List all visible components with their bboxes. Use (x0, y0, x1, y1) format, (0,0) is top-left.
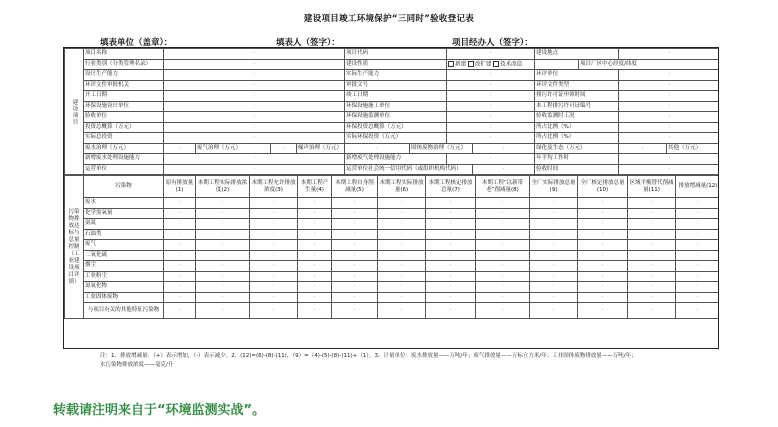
table-row (65, 49, 720, 60)
pollutant-value: · (476, 261, 530, 272)
field-value: · (447, 49, 535, 60)
field-label: 环保设施设计单位 (84, 101, 164, 112)
pollutant-value: · (164, 282, 196, 293)
pollutant-value: · (628, 271, 676, 282)
pollutant-name: 废水 (84, 198, 164, 209)
pollutant-value: · (676, 303, 720, 319)
repost-notice: 转载请注明来自于“环境监测实战”。 (53, 403, 266, 418)
pollutant-value: · (578, 208, 628, 219)
pollutant-value: · (250, 261, 298, 272)
pollutant-value: · (530, 271, 578, 282)
pollutant-value: · (676, 282, 720, 293)
pollutant-value: · (530, 261, 578, 272)
pollutant-value: · (298, 271, 332, 282)
field-label: 新增废气处理设施能力 (345, 154, 447, 165)
pollutant-value: · (676, 292, 720, 303)
field-label: 项目代码 (345, 49, 447, 60)
pollutant-name: 氮氧化物 (84, 282, 164, 293)
pollutant-value: · (298, 229, 332, 240)
column-header: 排放增减量(12) (676, 176, 720, 198)
pollutant-name: 工业粉尘 (84, 271, 164, 282)
pollutant-name: 氨氮 (84, 219, 164, 230)
pollutant-value: · (332, 198, 378, 209)
pollutant-value: · (530, 240, 578, 251)
pollutant-value: · (298, 292, 332, 303)
field-label: 验收单位 (84, 112, 164, 123)
pollutant-value: · (164, 240, 196, 251)
pollutant-value: · (676, 208, 720, 219)
pollutant-value: · (530, 208, 578, 219)
field-label: 设计生产能力 (84, 70, 164, 81)
field-value: · (619, 133, 719, 144)
pollutant-value: · (476, 250, 530, 261)
table-row (65, 143, 720, 154)
field-label: 竣工日期 (345, 91, 447, 102)
field-label: 实际生产能力 (345, 70, 447, 81)
column-header: 本期工程“以新带老”削减量(8) (476, 176, 530, 198)
form-title: 建设项目竣工环境保护“三同时”验收登记表 (303, 14, 475, 24)
field-value: · (619, 70, 719, 81)
pollutant-value: · (378, 240, 426, 251)
field-label: 噪声治理（万元） (297, 143, 345, 154)
table-row (65, 198, 720, 209)
pollutant-value: · (676, 271, 720, 282)
pollutant-value: · (164, 198, 196, 209)
pollutant-value: · (298, 303, 332, 319)
pollutant-value: · (332, 282, 378, 293)
pollutant-value: · (378, 292, 426, 303)
construction-nature-options (447, 59, 535, 70)
field-label: 审批文号 (345, 80, 447, 91)
field-value: · (164, 80, 345, 91)
pollutant-value: · (426, 292, 476, 303)
pollutant-value: · (250, 282, 298, 293)
column-header: 本期工程核定排放总量(7) (426, 176, 476, 198)
field-label: 环评文件类型 (535, 80, 619, 91)
table-row (65, 80, 720, 91)
pollutant-value: · (196, 219, 250, 230)
note-line-1: 注：1、排放增减量：（+）表示增加，（-）表示减少。2、(12)=(6)-(8)-(11)，（9）=（4)-(5)-(8)-(11)+（1）。3、计量单位：废水排放量——万吨/年；废气排放量——万标立方米/年；工业固体废物排放量——万吨/年； (100, 353, 637, 359)
nature-option: 改扩建 (474, 61, 492, 67)
pollutant-value: · (628, 261, 676, 272)
header-unit: 填表单位（盖章）： (100, 38, 173, 48)
pollutant-value: · (476, 208, 530, 219)
field-value: · (619, 122, 719, 133)
table-row (65, 219, 720, 230)
table-row (65, 261, 720, 272)
table-row (65, 122, 720, 133)
field-value: · (164, 122, 345, 133)
field-value: · (447, 91, 535, 102)
field-value: · (164, 91, 345, 102)
field-value: · (447, 101, 535, 112)
field-label: 年平均工作时 (535, 154, 619, 165)
pollutant-value: · (426, 271, 476, 282)
registration-form (63, 47, 719, 349)
pollutant-value: · (476, 219, 530, 230)
pollutant-value: · (578, 250, 628, 261)
table-row (65, 164, 720, 175)
table-row (65, 59, 720, 70)
pollutant-value: · (530, 250, 578, 261)
pollutant-name: 石油类 (84, 229, 164, 240)
field-label: 实际环保投资（万元） (345, 133, 447, 144)
pollutant-value: · (164, 229, 196, 240)
pollutant-value: · (578, 229, 628, 240)
pollutant-value: · (298, 250, 332, 261)
pollutant-value: · (164, 261, 196, 272)
pollutant-value: · (332, 292, 378, 303)
pollutant-value: · (628, 229, 676, 240)
pollutant-value: · (676, 219, 720, 230)
field-label: 固体废物治理（万元） (410, 143, 473, 154)
table-row (65, 240, 720, 251)
field-label: 其他（万元） (667, 143, 719, 154)
pollutant-value: · (196, 261, 250, 272)
pollutant-value: · (426, 219, 476, 230)
pollutant-value: · (332, 271, 378, 282)
pollutant-value: · (250, 229, 298, 240)
pollutant-value: · (426, 208, 476, 219)
field-value: · (271, 143, 297, 154)
pollutant-value: · (378, 303, 426, 319)
pollutant-value: · (196, 271, 250, 282)
pollutant-value: · (530, 198, 578, 209)
pollutant-value: · (578, 303, 628, 319)
header-manager: 项目经办人（签字）： (452, 38, 533, 48)
checkbox-icon[interactable] (493, 61, 499, 67)
field-value: · (164, 49, 345, 60)
field-label: 环评单位 (535, 70, 619, 81)
field-value: · (619, 154, 719, 165)
field-label: 运营单位社会统一信用代码（或组织机构代码） (345, 164, 473, 175)
pollutant-value: · (628, 219, 676, 230)
field-value: · (164, 70, 345, 81)
pollutant-value: · (378, 271, 426, 282)
pollutant-value: · (250, 250, 298, 261)
table-row (65, 292, 720, 303)
pollutant-value: · (332, 229, 378, 240)
pollutant-value: · (332, 208, 378, 219)
pollutant-value: · (628, 240, 676, 251)
field-value: · (619, 49, 719, 60)
pollutant-value: · (378, 282, 426, 293)
pollutant-value: · (196, 303, 250, 319)
pollutant-name: 烟尘 (84, 261, 164, 272)
pollutant-value: · (196, 250, 250, 261)
pollutant-value: · (530, 282, 578, 293)
pollutant-value: · (196, 240, 250, 251)
field-value: · (164, 133, 345, 144)
pollutant-value: · (164, 292, 196, 303)
pollutant-value: · (332, 250, 378, 261)
field-value: · (619, 101, 719, 112)
field-value: · (473, 164, 535, 175)
pollutant-value: · (378, 261, 426, 272)
table-row (65, 208, 720, 219)
column-header: 区域平衡替代削减量(11) (628, 176, 676, 198)
table-row (65, 91, 720, 102)
field-value: · (447, 154, 535, 165)
pollutant-value: · (298, 198, 332, 209)
pollutant-value: · (476, 240, 530, 251)
pollutant-value: · (530, 303, 578, 319)
pollutant-value: · (676, 198, 720, 209)
field-value: · (164, 112, 345, 123)
column-header: 本期工程允许排放浓度(3) (250, 176, 298, 198)
field-value: · (447, 70, 535, 81)
field-value: · (619, 164, 719, 175)
pollutant-value: · (426, 261, 476, 272)
pollutant-value: · (426, 240, 476, 251)
field-label: 环保投资总概算（万元） (345, 122, 447, 133)
pollutant-value: · (250, 240, 298, 251)
column-header: 本期工程实际排放浓度(2) (196, 176, 250, 198)
pollutant-value: · (298, 261, 332, 272)
column-header: 本期工程自身削减量(5) (332, 176, 378, 198)
pollutant-value: · (426, 250, 476, 261)
table-row (65, 112, 720, 123)
pollutant-value: · (250, 292, 298, 303)
field-label: 开工日期 (84, 91, 164, 102)
field-label (535, 59, 579, 70)
pollutant-value: · (378, 219, 426, 230)
field-label: 新增废水处理设施能力 (84, 154, 164, 165)
pollutant-name: 工业固体废物 (84, 292, 164, 303)
field-label: 废气治理（万元） (196, 143, 271, 154)
pollutant-name: 化学需氧量 (84, 208, 164, 219)
pollutant-value: · (476, 282, 530, 293)
pollutant-value: · (332, 303, 378, 319)
field-label: 环保设施监测单位 (345, 112, 447, 123)
pollutant-value: · (578, 219, 628, 230)
pollutant-value: · (628, 303, 676, 319)
pollutant-value: · (250, 219, 298, 230)
field-label: 环保设施施工单位 (345, 101, 447, 112)
pollutant-value: · (164, 250, 196, 261)
pollutant-value: · (426, 198, 476, 209)
pollutant-value: · (298, 208, 332, 219)
pollutant-value: · (578, 282, 628, 293)
section-project-label: 建设项目 (65, 49, 84, 175)
pollutant-value: · (298, 282, 332, 293)
pollutant-value: · (476, 292, 530, 303)
pollutant-value: · (426, 303, 476, 319)
field-value: · (619, 80, 719, 91)
pollutant-value: · (578, 261, 628, 272)
field-value: · (619, 91, 719, 102)
field-label: 建设性质 (345, 59, 447, 70)
field-label: 所占比例（%） (535, 133, 619, 144)
field-value: · (164, 143, 196, 154)
table-row (65, 250, 720, 261)
nature-option: 技术改造 (500, 61, 523, 67)
pollutant-value: · (250, 271, 298, 282)
nature-option: 新建 (455, 61, 467, 67)
pollutant-value: · (676, 229, 720, 240)
pollutant-value: · (628, 292, 676, 303)
field-label: 建设地点 (535, 49, 619, 60)
field-label: 验收时间 (535, 164, 619, 175)
pollutant-value: · (250, 198, 298, 209)
pollutant-value: · (332, 219, 378, 230)
pollutant-value: · (676, 250, 720, 261)
pollutant-value: · (476, 271, 530, 282)
field-label: 项目名称 (84, 49, 164, 60)
column-header: 本期工程实际排放量(6) (378, 176, 426, 198)
field-label: 项目厂区中心经度/纬度 (579, 59, 719, 70)
table-row (65, 154, 720, 165)
pollutant-value: · (676, 261, 720, 272)
section-pollutant-label: 污染物排放达标与总量控制（工业建设项目详填） (65, 176, 84, 319)
table-row (65, 303, 720, 319)
field-value: · (164, 59, 345, 70)
pollutant-name: 二氧化硫 (84, 250, 164, 261)
field-value: · (447, 80, 535, 91)
pollutant-value: · (476, 229, 530, 240)
field-value: · (447, 133, 535, 144)
pollutant-name: 与项目有关的其他特征污染物 (84, 303, 164, 319)
pollutant-value: · (578, 292, 628, 303)
pollutant-value: · (530, 292, 578, 303)
field-label: 排污许可证申领时间 (535, 91, 619, 102)
pollutant-value: · (164, 208, 196, 219)
pollutant-value: · (196, 282, 250, 293)
pollutant-name: 废气 (84, 240, 164, 251)
form-notes (100, 352, 720, 370)
pollutant-value: · (476, 198, 530, 209)
note-line-2: 水污染物排放浓度——毫克/升 (100, 362, 174, 368)
table-row (65, 176, 720, 198)
field-value: · (164, 164, 345, 175)
pollutant-value: · (578, 271, 628, 282)
column-header: 全厂实际排放总量(9) (530, 176, 578, 198)
pollutant-value: · (628, 250, 676, 261)
column-header: 原有排放量(1) (164, 176, 196, 198)
pollutant-value: · (378, 229, 426, 240)
table-row (65, 70, 720, 81)
field-value: · (619, 112, 719, 123)
pollutant-value: · (332, 261, 378, 272)
field-label: 投资总概算（万元） (84, 122, 164, 133)
pollutant-value: · (530, 229, 578, 240)
field-value: · (473, 143, 535, 154)
pollutant-value: · (628, 282, 676, 293)
field-value: · (164, 154, 345, 165)
field-label: 验收监测时工况 (535, 112, 619, 123)
pollutant-value: · (378, 198, 426, 209)
table-row (65, 229, 720, 240)
column-header: 污染物 (84, 176, 164, 198)
pollutant-value: · (628, 198, 676, 209)
pollutant-value: · (676, 240, 720, 251)
table-row (65, 282, 720, 293)
field-label: 所占比例（%） (535, 122, 619, 133)
field-value: · (345, 143, 410, 154)
field-value: · (447, 122, 535, 133)
pollutant-value: · (196, 229, 250, 240)
field-value: · (619, 143, 667, 154)
pollutant-value: · (530, 219, 578, 230)
pollutant-value: · (298, 219, 332, 230)
table-row (65, 101, 720, 112)
pollutant-value: · (476, 303, 530, 319)
pollutant-value: · (250, 303, 298, 319)
pollutant-value: · (250, 208, 298, 219)
field-label: 运营单位 (84, 164, 164, 175)
project-info-table (64, 48, 719, 175)
pollutant-value: · (578, 198, 628, 209)
checkbox-icon[interactable] (448, 61, 454, 67)
pollutant-value: · (332, 240, 378, 251)
table-row (65, 133, 720, 144)
field-label: 本工程排污许可证编号 (535, 101, 619, 112)
column-header: 本期工程产生量(4) (298, 176, 332, 198)
checkbox-icon[interactable] (468, 61, 474, 67)
field-label: 实际总投资 (84, 133, 164, 144)
pollutant-value: · (378, 250, 426, 261)
pollutant-value: · (164, 219, 196, 230)
pollutant-value: · (196, 208, 250, 219)
table-row (65, 271, 720, 282)
field-label: 环评文件审批机关 (84, 80, 164, 91)
field-label: 绿化及生态（万元） (535, 143, 619, 154)
pollutant-value: · (196, 292, 250, 303)
pollutant-value: · (578, 240, 628, 251)
pollutant-value: · (164, 271, 196, 282)
pollutant-value: · (426, 229, 476, 240)
field-value: · (447, 112, 535, 123)
pollutant-value: · (426, 282, 476, 293)
pollutant-value: · (378, 208, 426, 219)
field-label: 废水治理（万元） (84, 143, 164, 154)
pollutant-value: · (196, 198, 250, 209)
header-filler: 填表人（签字）： (276, 38, 340, 48)
pollutant-value: · (298, 240, 332, 251)
pollutant-table (64, 175, 719, 319)
field-value: · (164, 101, 345, 112)
pollutant-value: · (164, 303, 196, 319)
field-label: 行业类别（分类管理名录） (84, 59, 164, 70)
column-header: 全厂核定排放总量(10) (578, 176, 628, 198)
pollutant-value: · (628, 208, 676, 219)
